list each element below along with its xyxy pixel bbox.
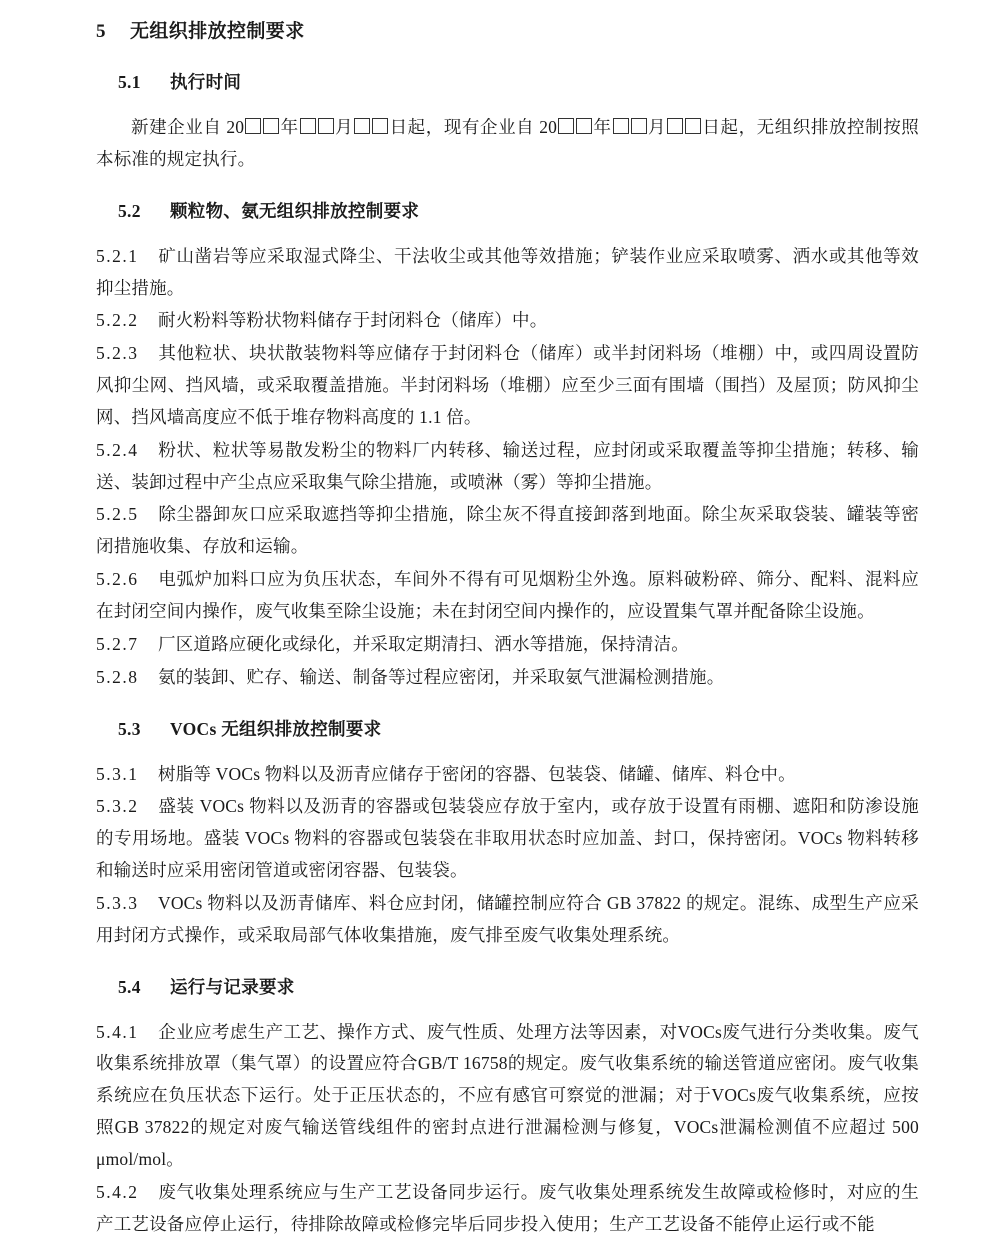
exec-text-part4: 日起，现有企业自 20: [389, 117, 558, 137]
clause-text: 除尘器卸灰口应采取遮挡等抑尘措施，除尘灰不得直接卸落到地面。除尘灰采取袋装、罐装等密闭措施收集、存放和运输。: [96, 504, 919, 557]
clause-number: 5.4.2: [96, 1181, 139, 1202]
blank-box: [372, 118, 388, 134]
paragraph-execution-time: [96, 112, 919, 176]
subsection-number: 5.1: [118, 72, 141, 92]
blank-box: [354, 118, 370, 134]
exec-text-part2: 年: [280, 117, 299, 137]
clause-5-2-3: [96, 338, 919, 434]
exec-text-part7: 日起，无组织排放控制按照本标准的规定执行。: [96, 117, 920, 169]
section-heading: [96, 16, 919, 43]
clause-number: 5.2.5: [96, 504, 139, 525]
clause-number: 5.3.1: [96, 763, 139, 784]
clause-text: 耐火粉料等粉状物料储存于封闭料仓（储库）中。: [158, 310, 548, 331]
subsection-number: 5.4: [118, 976, 141, 997]
blank-box: [300, 118, 316, 134]
exec-text-part3: 月: [334, 117, 354, 137]
clause-5-2-5: [96, 499, 919, 563]
clause-text: 其他粒状、块状散装物料等应储存于封闭料仓（储库）或半封闭料场（堆棚）中，或四周设置防风抑尘网、挡风墙，或采取覆盖措施。半封闭料场（堆棚）应至少三面有围墙（围挡）及屋顶；防风抑尘网、挡风墙高度应不低于堆存物料高度的 1.1 倍。: [96, 343, 919, 427]
clause-number: 5.2.3: [96, 343, 139, 364]
clause-number: 5.2.4: [96, 439, 139, 460]
blank-box: [245, 118, 261, 134]
subsection-heading-5-3: [96, 716, 919, 741]
clause-number: 5.3.3: [96, 892, 139, 913]
blank-box: [667, 118, 683, 134]
clause-number: 5.2.6: [96, 569, 139, 590]
section-title: 无组织排放控制要求: [130, 21, 305, 42]
blank-box: [263, 118, 279, 134]
clause-text: 盛装 VOCs 物料以及沥青的容器或包装袋应存放于室内，或存放于设置有雨棚、遮阳和防渗设施的专用场地。盛装 VOCs 物料的容器或包装袋在非取用状态时应加盖、封口，保持密闭。VOCs 物料转移和输送时应采用密闭管道或密闭容器、包装袋。: [96, 796, 919, 881]
clause-5-3-3: [96, 888, 919, 952]
clause-text: VOCs 物料以及沥青储库、料仓应封闭，储罐控制应符合 GB 37822 的规定。混练、成型生产应采用封闭方式操作，或采取局部气体收集措施，废气排至废气收集处理系统。: [96, 892, 919, 945]
subsection-heading-5-2: [96, 198, 919, 223]
clause-number: 5.4.1: [96, 1021, 139, 1042]
section-number: 5: [96, 21, 106, 42]
subsection-heading-5-4: [96, 974, 919, 999]
clause-number: 5.2.8: [96, 666, 139, 687]
clause-5-2-7: [96, 629, 919, 661]
subsection-number: 5.2: [118, 200, 141, 221]
clause-text: 厂区道路应硬化或绿化，并采取定期清扫、洒水等措施，保持清洁。: [158, 633, 689, 654]
clause-text: 废气收集处理系统应与生产工艺设备同步运行。废气收集处理系统发生故障或检修时，对应的生产工艺设备应停止运行，待排除故障或检修完毕后同步投入使用；生产工艺设备不能停止运行或不能: [96, 1181, 919, 1234]
blank-box: [631, 118, 647, 134]
clause-5-4-2: [96, 1177, 919, 1241]
clause-5-2-4: [96, 435, 919, 499]
exec-text-part5: 年: [593, 117, 612, 137]
clause-text: 企业应考虑生产工艺、操作方式、废气性质、处理方法等因素，对VOCs废气进行分类收集。废气收集系统排放罩（集气罩）的设置应符合GB/T 16758的规定。废气收集系统的输送管道应密闭。废气收集系统应在负压状态下运行。处于正压状态的，不应有感官可察觉的泄漏；对于VOCs废气收集系统，应按照GB 37822的规定对废气输送管线组件的密封点进行泄漏检测与修复，VOCs泄漏检测值不应超过 500 μmol/mol。: [96, 1021, 919, 1169]
subsection-title: 运行与记录要求: [170, 976, 295, 997]
clause-5-2-2: [96, 305, 919, 337]
clause-5-4-1: [96, 1017, 919, 1176]
clause-number: 5.2.1: [96, 245, 139, 266]
clause-5-3-1: [96, 759, 919, 791]
clause-text: 矿山凿岩等应采取湿式降尘、干法收尘或其他等效措施；铲装作业应采取喷雾、洒水或其他等效抑尘措施。: [96, 245, 919, 298]
exec-text-part1: 新建企业自 20: [131, 117, 245, 137]
clause-5-3-2: [96, 791, 919, 887]
clause-5-2-8: [96, 662, 919, 694]
clause-text: 树脂等 VOCs 物料以及沥青应储存于密闭的容器、包装袋、储罐、储库、料仓中。: [158, 763, 796, 784]
blank-box: [576, 118, 592, 134]
blank-box: [613, 118, 629, 134]
subsection-title: 颗粒物、氨无组织排放控制要求: [170, 200, 420, 221]
subsection-title: VOCs 无组织排放控制要求: [170, 718, 382, 739]
clause-5-2-6: [96, 564, 919, 628]
subsection-title: 执行时间: [170, 72, 242, 92]
subsection-number: 5.3: [118, 718, 141, 739]
subsection-heading-5-1: [96, 69, 919, 94]
clause-number: 5.2.7: [96, 633, 139, 654]
exec-text-part6: 月: [647, 117, 667, 137]
clause-number: 5.3.2: [96, 796, 139, 817]
clause-text: 电弧炉加料口应为负压状态，车间外不得有可见烟粉尘外逸。原料破粉碎、筛分、配料、混料应在封闭空间内操作，废气收集至除尘设施；未在封闭空间内操作的，应设置集气罩并配备除尘设施。: [96, 569, 919, 621]
blank-box: [558, 118, 574, 134]
blank-box: [685, 118, 701, 134]
clause-text: 粉状、粒状等易散发粉尘的物料厂内转移、输送过程，应封闭或采取覆盖等抑尘措施；转移、输送、装卸过程中产尘点应采取集气除尘措施，或喷淋（雾）等抑尘措施。: [96, 439, 919, 492]
clause-5-2-1: [96, 241, 919, 305]
blank-box: [318, 118, 334, 134]
clause-text: 氨的装卸、贮存、输送、制备等过程应密闭，并采取氨气泄漏检测措施。: [158, 666, 725, 687]
clause-number: 5.2.2: [96, 310, 139, 331]
